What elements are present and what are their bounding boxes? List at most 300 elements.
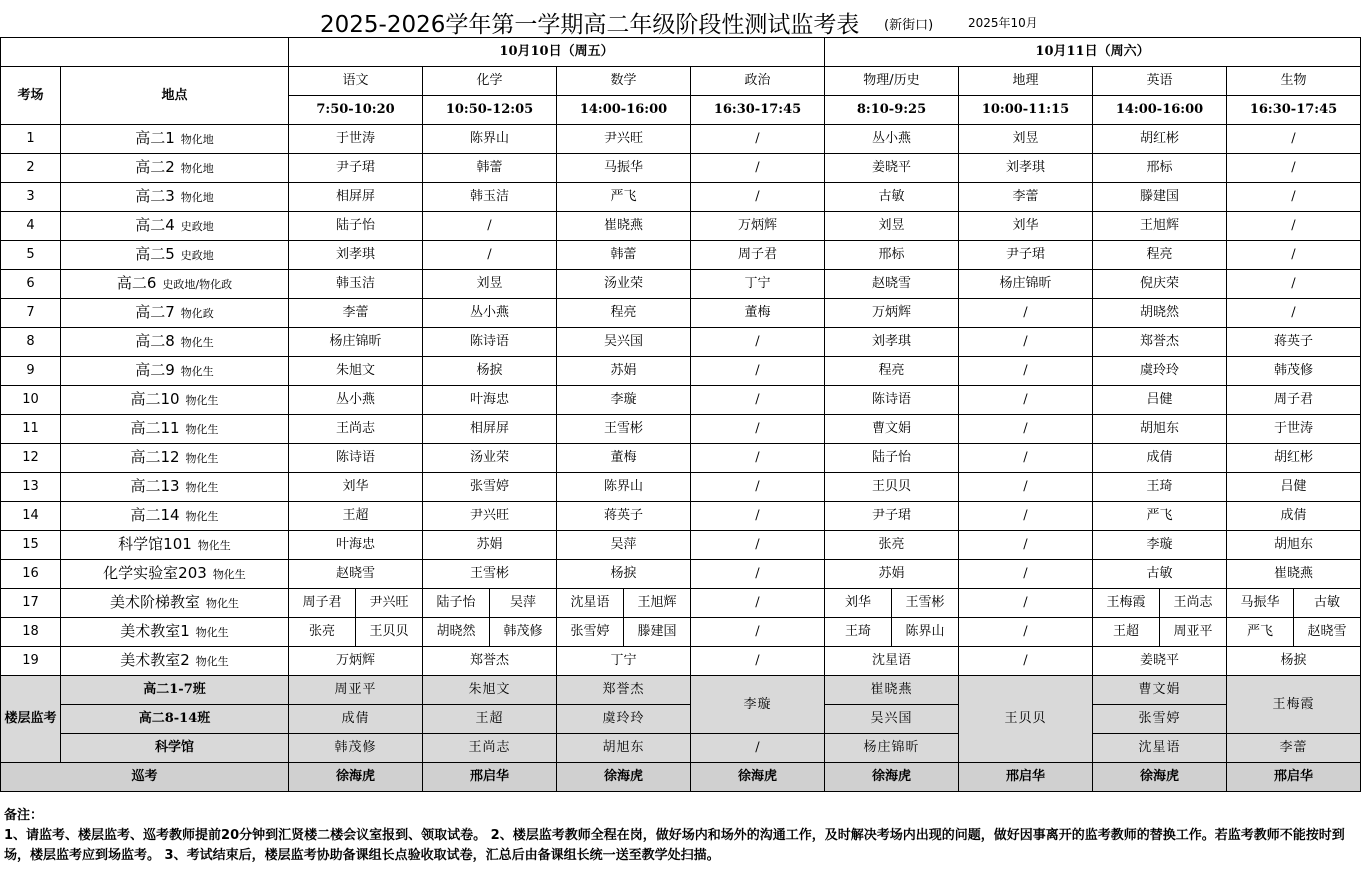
proctor-cell: 胡旭东 xyxy=(1093,415,1227,444)
proctor-cell: 王超 xyxy=(1093,618,1160,647)
proctor-cell: 韩玉洁 xyxy=(423,183,557,212)
location-name: 高二3 xyxy=(135,187,175,205)
patrol-cell: 邢启华 xyxy=(959,763,1093,792)
proctor-cell: / xyxy=(959,473,1093,502)
proctor-cell: 曹文娟 xyxy=(1093,676,1227,705)
proctor-cell: 程亮 xyxy=(557,299,691,328)
location-cell xyxy=(61,386,289,415)
proctor-cell: 王超 xyxy=(423,705,557,734)
proctor-cell: 古敏 xyxy=(1093,560,1227,589)
day-header: 10月11日（周六） xyxy=(825,38,1361,67)
proctor-cell: / xyxy=(691,154,825,183)
proctor-cell: 董梅 xyxy=(691,299,825,328)
proctor-cell: 尹兴旺 xyxy=(557,125,691,154)
proctor-cell: / xyxy=(1227,299,1361,328)
proctor-cell: / xyxy=(423,241,557,270)
proctor-cell: 韩玉洁 xyxy=(289,270,423,299)
proctor-cell: 苏娟 xyxy=(557,357,691,386)
room-number: 14 xyxy=(1,502,61,531)
proctor-cell: 沈星语 xyxy=(825,647,959,676)
proctor-cell: 蒋英子 xyxy=(557,502,691,531)
proctor-cell: 刘华 xyxy=(959,212,1093,241)
subject-header: 语文 xyxy=(289,67,423,96)
location-name: 高二4 xyxy=(135,216,175,234)
proctor-cell: 韩蕾 xyxy=(423,154,557,183)
room-number: 11 xyxy=(1,415,61,444)
proctor-cell: 郑誉杰 xyxy=(557,676,691,705)
proctor-cell: / xyxy=(959,560,1093,589)
proctor-cell: 王尚志 xyxy=(423,734,557,763)
proctor-cell: 李璇 xyxy=(691,676,825,734)
page-title: 2025-2026学年第一学期高二年级阶段性测试监考表 xyxy=(320,12,860,38)
table-row xyxy=(1,444,1361,473)
proctor-cell: 王尚志 xyxy=(1160,589,1227,618)
proctor-cell: 周子君 xyxy=(1227,386,1361,415)
proctor-cell: / xyxy=(959,299,1093,328)
proctor-cell: 周子君 xyxy=(289,589,356,618)
table-row xyxy=(1,386,1361,415)
proctor-cell: 张雪婷 xyxy=(423,473,557,502)
room-number: 19 xyxy=(1,647,61,676)
proctor-cell: 古敏 xyxy=(825,183,959,212)
room-number: 4 xyxy=(1,212,61,241)
proctor-cell: 李蕾 xyxy=(1227,734,1361,763)
proctor-cell: 相屏屏 xyxy=(423,415,557,444)
day-header: 10月10日（周五） xyxy=(289,38,825,67)
proctor-cell: 张雪婷 xyxy=(1093,705,1227,734)
proctor-cell: 叶海忠 xyxy=(289,531,423,560)
table-row xyxy=(1,125,1361,154)
proctor-cell: 崔晓燕 xyxy=(825,676,959,705)
campus-label: (新街口) xyxy=(884,18,934,33)
proctor-cell: 胡红彬 xyxy=(1227,444,1361,473)
proctor-cell: / xyxy=(959,386,1093,415)
proctor-cell: 吕健 xyxy=(1227,473,1361,502)
notes-title: 备注： xyxy=(4,808,44,823)
proctor-cell: 张亮 xyxy=(825,531,959,560)
proctor-cell: 滕建国 xyxy=(1093,183,1227,212)
proctor-cell: 陈界山 xyxy=(892,618,959,647)
proctor-cell: 丛小燕 xyxy=(423,299,557,328)
location-name: 高二13 xyxy=(130,477,180,495)
room-number: 8 xyxy=(1,328,61,357)
proctor-cell: 刘华 xyxy=(825,589,892,618)
location-cell xyxy=(61,357,289,386)
proctor-cell: 杨捩 xyxy=(423,357,557,386)
subject-header: 政治 xyxy=(691,67,825,96)
table-row xyxy=(1,589,1361,618)
proctor-cell: / xyxy=(691,125,825,154)
room-number: 13 xyxy=(1,473,61,502)
proctor-cell: 张雪婷 xyxy=(557,618,624,647)
proctor-cell: / xyxy=(1227,183,1361,212)
proctor-cell: 成倩 xyxy=(289,705,423,734)
proctor-cell: 周子君 xyxy=(691,241,825,270)
proctor-cell: 胡旭东 xyxy=(557,734,691,763)
location-name: 高二1 xyxy=(135,129,175,147)
location-name: 科学馆101 xyxy=(118,535,192,553)
proctor-cell: 曹文娟 xyxy=(825,415,959,444)
room-number: 16 xyxy=(1,560,61,589)
proctor-cell: 丁宁 xyxy=(557,647,691,676)
proctor-cell: 郑誉杰 xyxy=(423,647,557,676)
invigilation-table xyxy=(0,37,1361,792)
proctor-cell: / xyxy=(1227,212,1361,241)
proctor-cell: / xyxy=(691,183,825,212)
subject-header: 数学 xyxy=(557,67,691,96)
proctor-cell: / xyxy=(691,328,825,357)
proctor-cell: / xyxy=(691,560,825,589)
proctor-cell: / xyxy=(959,531,1093,560)
proctor-cell: 韩蕾 xyxy=(557,241,691,270)
proctor-cell: / xyxy=(1227,154,1361,183)
subject-combo-tag: 史政地/物化政 xyxy=(162,278,233,291)
subject-combo-tag: 物化生 xyxy=(195,655,229,668)
time-header: 7:50-10:20 xyxy=(289,96,423,125)
proctor-cell: 姜晓平 xyxy=(1093,647,1227,676)
location-cell xyxy=(61,212,289,241)
time-header: 10:50-12:05 xyxy=(423,96,557,125)
proctor-cell: 王贝贝 xyxy=(825,473,959,502)
subject-combo-tag: 物化地 xyxy=(180,133,214,146)
proctor-cell: 滕建国 xyxy=(624,618,691,647)
proctor-cell: 苏娟 xyxy=(423,531,557,560)
proctor-cell: / xyxy=(691,415,825,444)
proctor-cell: / xyxy=(691,357,825,386)
proctor-cell: 陈界山 xyxy=(557,473,691,502)
proctor-cell: / xyxy=(959,589,1093,618)
location-name: 美术教室2 xyxy=(120,651,190,669)
proctor-cell: 李蕾 xyxy=(289,299,423,328)
proctor-cell: 韩茂修 xyxy=(1227,357,1361,386)
proctor-cell: 刘昱 xyxy=(825,212,959,241)
proctor-cell: 赵晓雪 xyxy=(289,560,423,589)
proctor-cell: 尹子珺 xyxy=(959,241,1093,270)
subject-combo-tag: 史政地 xyxy=(180,220,214,233)
patrol-label: 巡考 xyxy=(1,763,289,792)
room-number: 6 xyxy=(1,270,61,299)
proctor-cell: 胡旭东 xyxy=(1227,531,1361,560)
location-cell xyxy=(61,502,289,531)
time-header: 10:00-11:15 xyxy=(959,96,1093,125)
subject-combo-tag: 物化生 xyxy=(185,423,219,436)
subject-header: 生物 xyxy=(1227,67,1361,96)
proctor-cell: 尹子珺 xyxy=(289,154,423,183)
location-name: 美术阶梯教室 xyxy=(109,593,200,611)
table-row xyxy=(1,415,1361,444)
floor-group-name: 科学馆 xyxy=(61,734,289,763)
proctor-cell: / xyxy=(691,618,825,647)
proctor-cell: / xyxy=(691,473,825,502)
proctor-cell: 陈诗语 xyxy=(289,444,423,473)
proctor-cell: / xyxy=(691,647,825,676)
location-name: 化学实验室203 xyxy=(103,564,207,582)
proctor-cell: 杨捩 xyxy=(557,560,691,589)
room-number: 12 xyxy=(1,444,61,473)
proctor-cell: 李璇 xyxy=(557,386,691,415)
proctor-cell: 程亮 xyxy=(1093,241,1227,270)
subject-combo-tag: 物化地 xyxy=(180,162,214,175)
proctor-cell: / xyxy=(691,502,825,531)
subject-combo-tag: 物化生 xyxy=(185,510,219,523)
proctor-cell: 李蕾 xyxy=(959,183,1093,212)
table-row xyxy=(1,560,1361,589)
location-cell xyxy=(61,154,289,183)
room-number: 18 xyxy=(1,618,61,647)
proctor-cell: / xyxy=(1227,241,1361,270)
proctor-cell: 成倩 xyxy=(1227,502,1361,531)
floor-supervision-label: 楼层监考 xyxy=(1,676,61,763)
location-name: 高二14 xyxy=(130,506,180,524)
proctor-cell: 虞玲玲 xyxy=(1093,357,1227,386)
proctor-cell: 吴兴国 xyxy=(825,705,959,734)
proctor-cell: 陈诗语 xyxy=(825,386,959,415)
time-header: 16:30-17:45 xyxy=(1227,96,1361,125)
room-number: 5 xyxy=(1,241,61,270)
proctor-cell: 严飞 xyxy=(557,183,691,212)
table-row xyxy=(1,38,1361,67)
location-cell xyxy=(61,125,289,154)
proctor-cell: 尹子珺 xyxy=(825,502,959,531)
location-cell xyxy=(61,647,289,676)
proctor-cell: 于世涛 xyxy=(289,125,423,154)
proctor-cell: 胡晓然 xyxy=(1093,299,1227,328)
proctor-cell: 刘昱 xyxy=(959,125,1093,154)
proctor-cell: 汤业荣 xyxy=(557,270,691,299)
subject-combo-tag: 物化生 xyxy=(185,452,219,465)
patrol-cell: 徐海虎 xyxy=(1093,763,1227,792)
room-number: 17 xyxy=(1,589,61,618)
proctor-cell: 王旭辉 xyxy=(1093,212,1227,241)
subject-combo-tag: 物化政 xyxy=(180,307,214,320)
proctor-cell: 邢标 xyxy=(825,241,959,270)
proctor-cell: 王雪彬 xyxy=(892,589,959,618)
subject-header: 英语 xyxy=(1093,67,1227,96)
proctor-cell: / xyxy=(691,531,825,560)
location-cell xyxy=(61,328,289,357)
subject-combo-tag: 物化生 xyxy=(195,626,229,639)
proctor-cell: 刘昱 xyxy=(423,270,557,299)
location-cell xyxy=(61,241,289,270)
proctor-cell: 刘孝琪 xyxy=(289,241,423,270)
proctor-cell: 姜晓平 xyxy=(825,154,959,183)
subject-header: 地理 xyxy=(959,67,1093,96)
proctor-cell: / xyxy=(691,386,825,415)
proctor-cell: / xyxy=(1227,270,1361,299)
proctor-cell: 王贝贝 xyxy=(356,618,423,647)
proctor-cell: 王梅霞 xyxy=(1093,589,1160,618)
table-row xyxy=(1,705,1361,734)
room-number: 10 xyxy=(1,386,61,415)
location-cell xyxy=(61,444,289,473)
room-number: 7 xyxy=(1,299,61,328)
proctor-cell: 陆子怡 xyxy=(825,444,959,473)
proctor-cell: / xyxy=(959,502,1093,531)
proctor-cell: 杨庄锦昕 xyxy=(959,270,1093,299)
proctor-cell: 沈星语 xyxy=(1093,734,1227,763)
table-row xyxy=(1,618,1361,647)
location-cell xyxy=(61,183,289,212)
proctor-cell: 杨庄锦昕 xyxy=(825,734,959,763)
proctor-cell: 丁宁 xyxy=(691,270,825,299)
location-header: 地点 xyxy=(61,67,289,125)
proctor-cell: / xyxy=(959,328,1093,357)
proctor-cell: 王琦 xyxy=(1093,473,1227,502)
table-row xyxy=(1,676,1361,705)
proctor-cell: 马振华 xyxy=(557,154,691,183)
table-row xyxy=(1,67,1361,96)
proctor-cell: 朱旭文 xyxy=(289,357,423,386)
proctor-cell: / xyxy=(959,647,1093,676)
table-row xyxy=(1,502,1361,531)
proctor-cell: 周亚平 xyxy=(289,676,423,705)
subject-combo-tag: 物化生 xyxy=(185,481,219,494)
time-header: 14:00-16:00 xyxy=(557,96,691,125)
proctor-cell: 李璇 xyxy=(1093,531,1227,560)
proctor-cell: 崔晓燕 xyxy=(557,212,691,241)
proctor-cell: 赵晓雪 xyxy=(1294,618,1361,647)
subject-combo-tag: 物化生 xyxy=(180,336,214,349)
proctor-cell: / xyxy=(691,734,825,763)
location-name: 高二2 xyxy=(135,158,175,176)
proctor-cell: / xyxy=(1227,125,1361,154)
time-header: 16:30-17:45 xyxy=(691,96,825,125)
location-name: 高二12 xyxy=(130,448,180,466)
table-row xyxy=(1,734,1361,763)
proctor-cell: 丛小燕 xyxy=(289,386,423,415)
room-number: 2 xyxy=(1,154,61,183)
proctor-cell: 韩茂修 xyxy=(289,734,423,763)
proctor-cell: / xyxy=(959,618,1093,647)
proctor-cell: 尹兴旺 xyxy=(423,502,557,531)
proctor-cell: 吕健 xyxy=(1093,386,1227,415)
subject-combo-tag: 史政地 xyxy=(180,249,214,262)
proctor-cell: 陈诗语 xyxy=(423,328,557,357)
proctor-cell: / xyxy=(423,212,557,241)
proctor-cell: 吴萍 xyxy=(490,589,557,618)
patrol-cell: 邢启华 xyxy=(423,763,557,792)
location-name: 高二9 xyxy=(135,361,175,379)
subject-combo-tag: 物化生 xyxy=(180,365,214,378)
proctor-cell: 倪庆荣 xyxy=(1093,270,1227,299)
location-cell xyxy=(61,618,289,647)
table-row xyxy=(1,241,1361,270)
proctor-cell: 汤业荣 xyxy=(423,444,557,473)
proctor-cell: 丛小燕 xyxy=(825,125,959,154)
floor-group-name: 高二1-7班 xyxy=(61,676,289,705)
proctor-cell: 赵晓雪 xyxy=(825,270,959,299)
location-name: 高二8 xyxy=(135,332,175,350)
location-name: 高二10 xyxy=(130,390,180,408)
location-name: 高二6 xyxy=(116,274,157,292)
subject-combo-tag: 物化生 xyxy=(185,394,219,407)
table-row xyxy=(1,531,1361,560)
proctor-cell: 成倩 xyxy=(1093,444,1227,473)
proctor-cell: 崔晓燕 xyxy=(1227,560,1361,589)
proctor-cell: 董梅 xyxy=(557,444,691,473)
proctor-cell: 叶海忠 xyxy=(423,386,557,415)
room-number: 15 xyxy=(1,531,61,560)
proctor-cell: 王旭辉 xyxy=(624,589,691,618)
location-name: 高二7 xyxy=(135,303,175,321)
proctor-cell: / xyxy=(691,589,825,618)
proctor-cell: 吴萍 xyxy=(557,531,691,560)
location-cell xyxy=(61,299,289,328)
corner-cell xyxy=(1,38,289,67)
proctor-cell: 王琦 xyxy=(825,618,892,647)
room-header: 考场 xyxy=(1,67,61,125)
location-cell xyxy=(61,415,289,444)
proctor-cell: 万炳辉 xyxy=(289,647,423,676)
location-cell xyxy=(61,270,289,299)
proctor-cell: 王雪彬 xyxy=(423,560,557,589)
location-cell xyxy=(61,531,289,560)
patrol-cell: 徐海虎 xyxy=(557,763,691,792)
table-row xyxy=(1,212,1361,241)
proctor-cell: 王超 xyxy=(289,502,423,531)
proctor-cell: 程亮 xyxy=(825,357,959,386)
proctor-cell: 胡红彬 xyxy=(1093,125,1227,154)
proctor-cell: 韩茂修 xyxy=(490,618,557,647)
floor-group-name: 高二8-14班 xyxy=(61,705,289,734)
proctor-cell: 万炳辉 xyxy=(825,299,959,328)
proctor-cell: 刘华 xyxy=(289,473,423,502)
proctor-cell: 刘孝琪 xyxy=(825,328,959,357)
time-header: 8:10-9:25 xyxy=(825,96,959,125)
proctor-cell: / xyxy=(691,444,825,473)
proctor-cell: 尹兴旺 xyxy=(356,589,423,618)
proctor-cell: 刘孝琪 xyxy=(959,154,1093,183)
proctor-cell: 古敏 xyxy=(1294,589,1361,618)
proctor-cell: 胡晓然 xyxy=(423,618,490,647)
location-name: 高二11 xyxy=(130,419,180,437)
patrol-cell: 徐海虎 xyxy=(289,763,423,792)
location-name: 高二5 xyxy=(135,245,175,263)
location-cell xyxy=(61,473,289,502)
location-cell xyxy=(61,560,289,589)
proctor-cell: 王尚志 xyxy=(289,415,423,444)
proctor-cell: 朱旭文 xyxy=(423,676,557,705)
proctor-cell: 王贝贝 xyxy=(959,676,1093,763)
proctor-cell: / xyxy=(959,444,1093,473)
proctor-cell: 苏娟 xyxy=(825,560,959,589)
proctor-cell: 杨捩 xyxy=(1227,647,1361,676)
subject-combo-tag: 物化生 xyxy=(212,568,246,581)
proctor-cell: 周亚平 xyxy=(1160,618,1227,647)
proctor-cell: 王雪彬 xyxy=(557,415,691,444)
table-row xyxy=(1,328,1361,357)
room-number: 1 xyxy=(1,125,61,154)
table-row xyxy=(1,299,1361,328)
subject-combo-tag: 物化生 xyxy=(197,539,231,552)
subject-header: 化学 xyxy=(423,67,557,96)
table-row xyxy=(1,763,1361,792)
room-number: 9 xyxy=(1,357,61,386)
proctor-cell: 杨庄锦昕 xyxy=(289,328,423,357)
notes xyxy=(4,806,1358,866)
proctor-cell: 邢标 xyxy=(1093,154,1227,183)
location-cell xyxy=(61,589,289,618)
proctor-cell: 陆子怡 xyxy=(423,589,490,618)
proctor-cell: 张亮 xyxy=(289,618,356,647)
proctor-cell: 吴兴国 xyxy=(557,328,691,357)
proctor-cell: 万炳辉 xyxy=(691,212,825,241)
proctor-cell: / xyxy=(959,357,1093,386)
room-number: 3 xyxy=(1,183,61,212)
proctor-cell: 相屏屏 xyxy=(289,183,423,212)
proctor-cell: 严飞 xyxy=(1227,618,1294,647)
proctor-cell: 陆子怡 xyxy=(289,212,423,241)
